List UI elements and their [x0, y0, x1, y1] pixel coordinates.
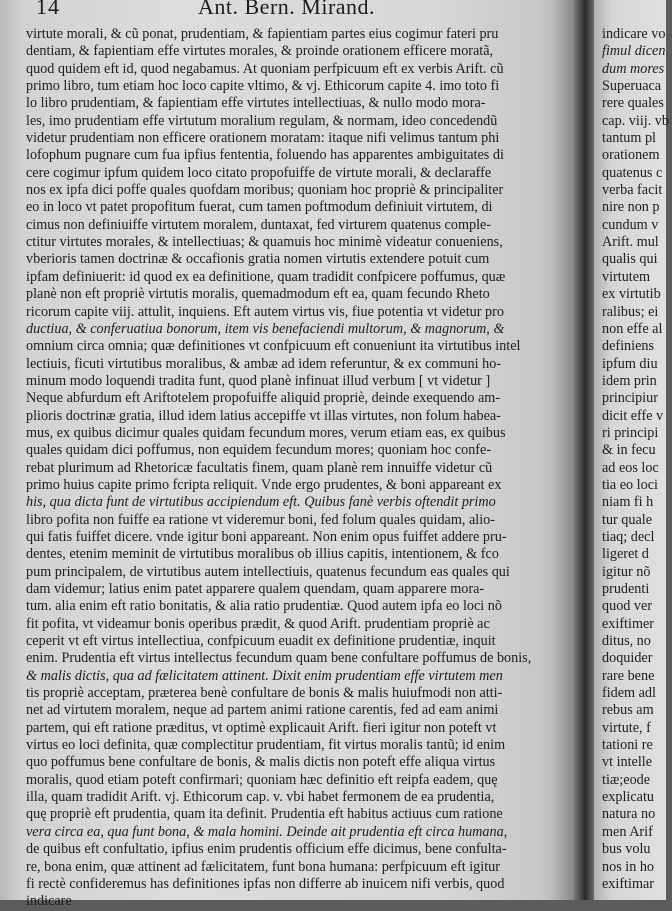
text-line: eo in loco vt patet propofitum fuerat, cum tamen poftmodum definiuit virtutem, di — [26, 199, 493, 216]
text-line: tationi re — [602, 737, 653, 754]
text-line: fidem adl — [602, 685, 656, 702]
text-line: illa, quam tradidit Arift. vj. Ethicorum cap. v. vbi habet fermonem de ea prudentia, — [26, 789, 495, 806]
text-line: rare bene — [602, 667, 655, 684]
text-line: definiens — [602, 338, 655, 355]
text-line: dum mores — [602, 60, 665, 77]
text-line: de quibus eft confultatio, ipfius enim prudentis officium effe dicimus, bene confulta- — [26, 841, 507, 858]
text-line: nos ex ipfa dici poffe quales quofdam moribus; quoniam hoc propriè & principaliter — [26, 182, 504, 199]
text-line: principiur — [602, 390, 658, 407]
text-line: planè non eft propriè virtutis moralis, quemadmodum eft ea, quam fecundo Rheto — [26, 286, 490, 303]
text-line: non effe al — [602, 320, 663, 337]
text-line: ri principi — [602, 424, 659, 441]
running-head: Ant. Bern. Mirand. — [198, 0, 376, 19]
text-line: fi rectè confideremus has definitiones ipfas non differre ab inuicem nifi verbis, quod — [26, 875, 505, 892]
text-line: men Arif — [602, 823, 653, 840]
text-line: quę propriè eft prudentia, quam ita definit. Prudentia eft habitus actiuus cum ratione — [26, 806, 503, 823]
text-line: quatenus c — [602, 164, 663, 181]
text-line: tantum pl — [602, 130, 656, 147]
text-line: fit pofita, vt videamur bonis operibus prædit, & quod Arift. prudentiam propriè ac — [26, 615, 490, 632]
text-line: cap. viij. vb — [602, 112, 669, 129]
text-line: cimus non definiuiffe virtutem moralem, duntaxat, fed virturem quatenus comple- — [26, 216, 492, 233]
text-line: dam videmur; latius enim patet apparere qualem quendam, quam apparere mora- — [26, 581, 485, 597]
text-line: net ad virtutem moralem, neque ad partem animi ratione carentis, fed ad eam animi — [26, 702, 499, 719]
text-line: ipfum diu — [602, 355, 658, 372]
text-line: tur quale — [602, 511, 653, 528]
text-line: & in fecu — [602, 442, 656, 459]
text-line: primo huius capite primo fcripta reliquit. Vnde ergo prudentes, & boni appareant ex — [26, 476, 502, 493]
text-line: quod ver — [602, 598, 653, 615]
text-line: dentes, etenim meminit de virtutibus moralibus ob illius capitis, intentionem, & fco — [26, 546, 499, 563]
text-line: pum principalem, de virtutibus autem intellectiuis, quatenus fecundum eas quales qui — [26, 563, 510, 580]
text-line: igitur nõ — [602, 563, 651, 580]
text-line: re, bona enim, quæ attinent ad fælicitatem, funt bona humana: perfpicuum eft igitur — [26, 858, 500, 875]
text-line: virtus eo loci definita, quæ complectitur prudentiam, fit virtus moralis tantũ; id enim — [26, 737, 506, 754]
text-line: explicatu — [602, 789, 654, 806]
text-line: plioris doctrinæ gratia, illud idem latius accepiffe vt illas virtutes, non folum habea- — [26, 407, 501, 424]
text-line: qui fatis fuiffet dicere. vnde igitur boni appareant. Non enim opus fuiffet addere pru- — [26, 528, 507, 545]
page-number: 14 — [36, 0, 60, 19]
text-line: doquider — [602, 650, 653, 667]
text-line: & malis dictis, qua ad fælicitatem attinent. Dixit enim prudentiam effe virtutem men — [26, 667, 503, 684]
text-line: ctitur virtutes morales, & intellectiuas; & quamuis hoc minimè videatur conueniens, — [26, 234, 503, 251]
text-line: cere cogimur ipfum quidem loco citato propofuiffe de virtute morali, & declaraffe — [26, 164, 492, 181]
text-line: bus volu — [602, 841, 651, 858]
text-line: videtur prudentiam non efficere orationem moratam: itaque nifi velimus tantum phi — [26, 130, 500, 147]
text-line: ipfam definiuerit: id quod ex ea definitione, quam tradidit confpicere poffumus, quæ — [26, 268, 506, 285]
text-line: virtute morali, & cũ ponat, prudentiam, & fapientiam partes eius cogimur fateri pru — [26, 26, 499, 42]
text-line: ex virtutib — [602, 286, 661, 303]
text-line: libro pofita non fuiffe ea ratione vt videremur boni, fed folum quales quidam, alio- — [26, 511, 495, 528]
text-line: ligeret d — [602, 546, 649, 563]
text-line: ductiua, & conferuatiua bonorum, item vis benefaciendi multorum, & magnorum, & — [26, 320, 505, 337]
text-line: tiaq; decl — [602, 528, 655, 545]
text-line: tis propriè acceptam, præterea benè confultare de bonis & malis huiufmodi non atti- — [26, 685, 503, 702]
text-line: moralis, quod etiam poteft confirmari; quoniam hæc definitio eft reipfa eadem, quę — [26, 771, 498, 788]
text-line: quales quidam dici poffumus, non equidem fecundum mores; quoniam hoc confe- — [26, 442, 492, 459]
text-line: dentiam, & fapientiam effe virtutes morales, & proinde orationem efficere moratã, — [26, 43, 494, 60]
text-line: his, qua dicta funt de virtutibus accipiendum eft. Quibus fanè verbis oftendit primo — [26, 494, 496, 511]
text-line: lectiuis, ficuti virtutibus moralibus, & ambæ ad idem referuntur, & ex communi ho- — [26, 355, 502, 372]
text-line: niam fi h — [602, 494, 654, 511]
text-line: rebat plurimum ad Rhetoricæ facultatis finem, quam planè rem innuiffe videtur cũ — [26, 459, 493, 476]
text-line: fimul dicen — [602, 43, 666, 60]
text-line: virtutem — [602, 268, 651, 285]
text-line: ricorum capite viij. attulit, inquiens. Eft autem virtus vis, fiue potentia vt videtur pro — [26, 303, 504, 320]
text-line: ad eos loc — [602, 459, 659, 476]
text-line: cundum v — [602, 216, 659, 233]
text-line: minum modo loquendi tradita funt, quod planè infinuat illud verbum [ vt videtur ] — [26, 372, 491, 389]
text-line: vera circa ea, qua funt bona, & mala homini. Deinde ait prudentia eft circa humana, — [26, 823, 508, 840]
page-header — [0, 0, 574, 22]
text-line: rere quales — [602, 95, 664, 112]
text-line: Neque abfurdum eft Ariftotelem propofuiffe aliquid propriè, deinde exequendo am- — [26, 390, 501, 407]
text-line: indicare — [26, 893, 72, 910]
text-line: vt intelle — [602, 754, 653, 771]
text-line: ceperit vt eft virtus intellectiua, confpicuum euadit ex definitione prudentiæ, inquit — [26, 633, 496, 650]
text-line: dicit effe v — [602, 407, 664, 424]
text-line: enim. Prudentia eft virtus intellectus fecundum quam bene confultare poffumus de bonis, — [26, 650, 532, 667]
text-line: quo poffumus bene confultare de bonis, & malis dictis non poteft effe aliqua virtus — [26, 754, 496, 771]
text-line: partem, qui eft ratione præditus, vt optimè explicauit Arift. fieri igitur non poteft vt — [26, 719, 497, 736]
text-line: nire non p — [602, 199, 660, 216]
text-line: natura no — [602, 806, 656, 823]
text-line: indicare vo — [602, 26, 666, 42]
text-line: virtute, f — [602, 719, 651, 736]
text-line: qualis qui — [602, 251, 658, 268]
text-line: orationem — [602, 147, 660, 164]
text-line: tum. alia enim eft ratio bonitatis, & alia ratio prudentiæ. Quod autem ipfa eo loci nõ — [26, 598, 502, 615]
book-gutter — [574, 0, 594, 900]
text-line: rebus am — [602, 702, 654, 719]
text-line: les, imo prudentiam effe virtutum moralium regulam, & normam, ideo concedendũ — [26, 112, 498, 129]
right-page — [594, 0, 669, 900]
text-line: exiftimar — [602, 875, 654, 892]
text-line: prudenti — [602, 581, 650, 597]
text-line: tiæ;eode — [602, 771, 651, 788]
text-line: Superuaca — [602, 78, 662, 95]
text-line: lo libro prudentiam, & fapientiam effe virtutes intellectiuas, & nullo modo mora- — [26, 95, 486, 112]
text-line: lofophum pugnare cum fua ipfius fententia, foluendo has apparentes ambiguitates di — [26, 147, 504, 164]
right-page-body — [602, 26, 672, 893]
text-line: tia eo loci — [602, 476, 658, 493]
text-line: mus, ex quibus dicimur quales quidam fecundum mores, verum etiam eas, ex quibus — [26, 424, 506, 441]
text-line: exiftimer — [602, 615, 654, 632]
text-line: primo libro, tum etiam hoc loco capite vltimo, & vj. Ethicorum capite 4. imo toto fi — [26, 78, 500, 95]
text-line: Arift. mul — [602, 234, 659, 251]
left-page-body — [26, 26, 560, 911]
text-line: omnium circa omnia; quæ definitiones vt confpicuum eft conueniunt ita virtutibus intel — [26, 338, 521, 355]
text-line: verba facit — [602, 182, 663, 199]
text-line: ralibus; ei — [602, 303, 659, 320]
text-line: ditus, no — [602, 633, 651, 650]
text-line: nos in ho — [602, 858, 655, 875]
text-line: vberioris tamen doctrinæ & occafionis gratia nomen virtutis extendere potuit cum — [26, 251, 490, 268]
text-line: idem prin — [602, 372, 657, 389]
text-line: quod quidem eft id, quod negabamus. At quoniam perfpicuum eft ex verbis Arift. cũ — [26, 60, 504, 77]
